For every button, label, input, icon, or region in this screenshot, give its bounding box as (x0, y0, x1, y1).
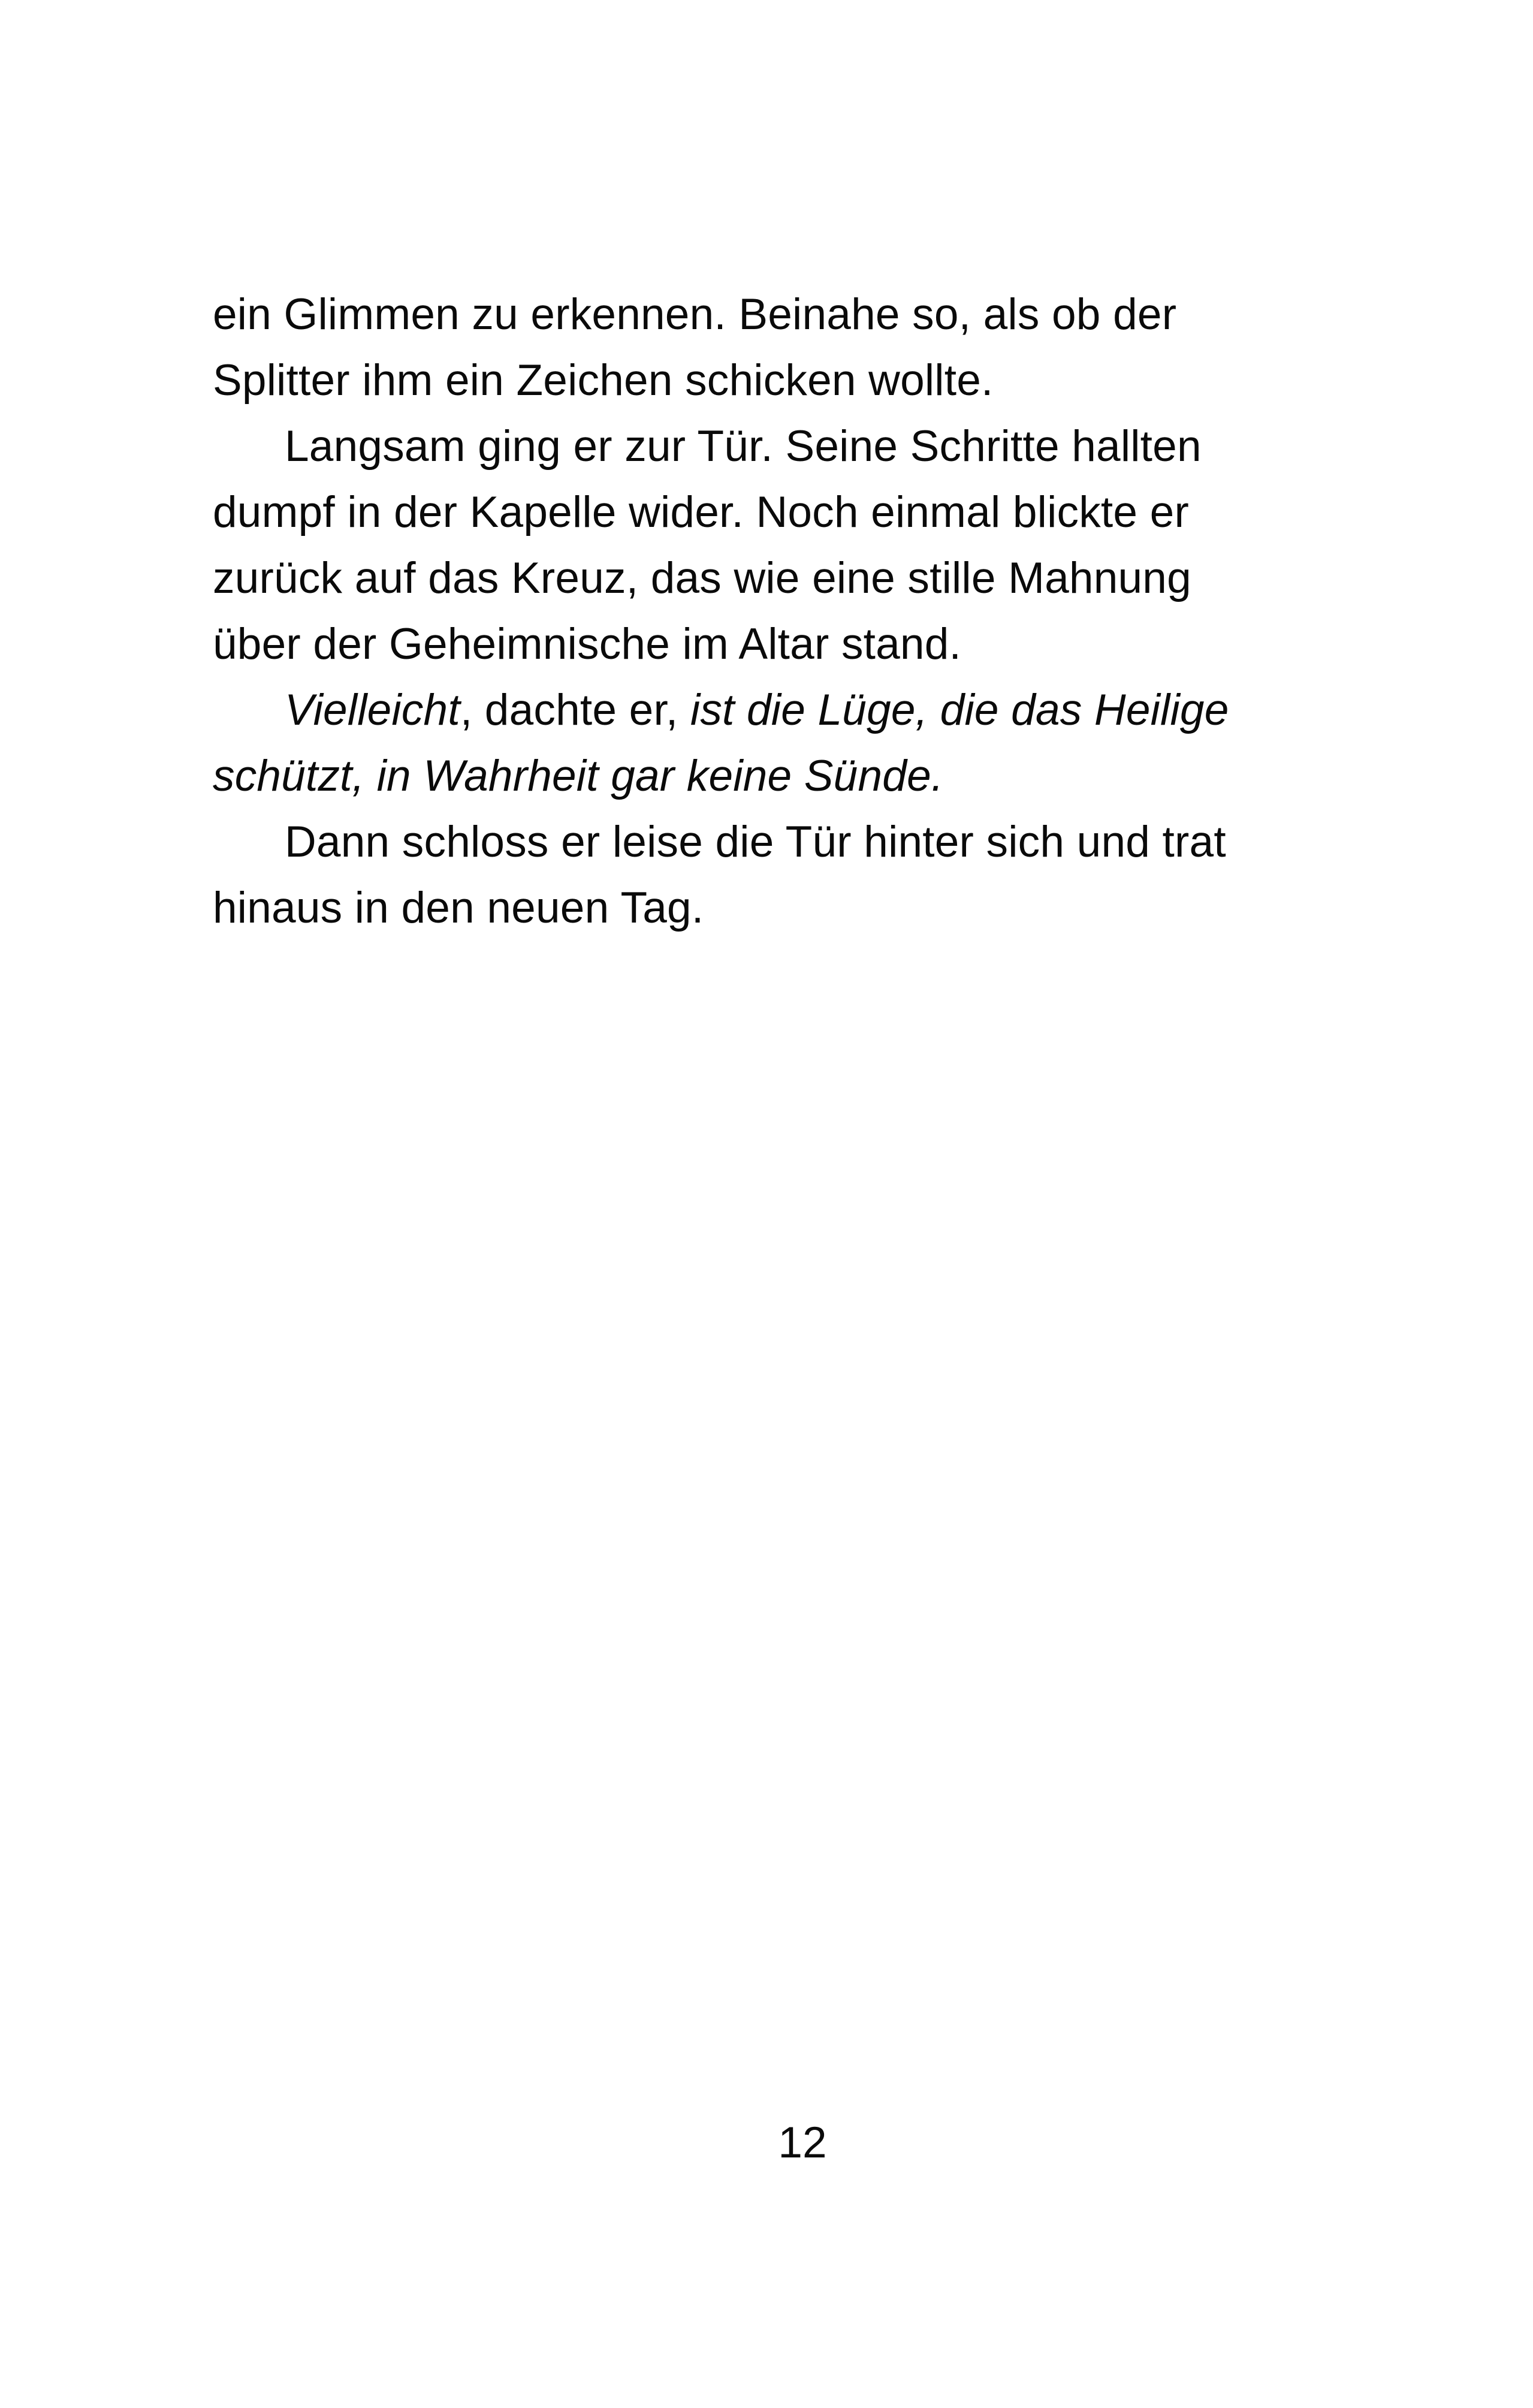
paragraph-first-line: Dann schloss er leise die Tür hinter sich und trat (285, 818, 1226, 866)
italic-thought-line: schützt, in Wahrheit gar keine Sünde. (213, 752, 944, 800)
narration-text: , dachte er, (460, 686, 690, 734)
text-line: dumpf in der Kapelle wider. Noch einmal blickte er (213, 488, 1189, 537)
text-line: über der Geheimnische im Altar stand. (213, 620, 962, 668)
text-line: hinaus in den neuen Tag. (213, 884, 704, 932)
page-number: 12 (778, 2118, 827, 2167)
text-line: Splitter ihm ein Zeichen schicken wollte. (213, 356, 994, 405)
italic-thought: Vielleicht (285, 686, 460, 734)
body-text (213, 282, 1291, 941)
text-line: zurück auf das Kreuz, das wie eine stille Mahnung (213, 554, 1191, 602)
text-line: ein Glimmen zu erkennen. Beinahe so, als ob der (213, 290, 1177, 339)
paragraph-first-line (213, 677, 1291, 743)
italic-thought: ist die Lüge, die das Heilige (690, 686, 1229, 734)
paragraph-first-line: Langsam ging er zur Tür. Seine Schritte hallten (285, 422, 1202, 471)
